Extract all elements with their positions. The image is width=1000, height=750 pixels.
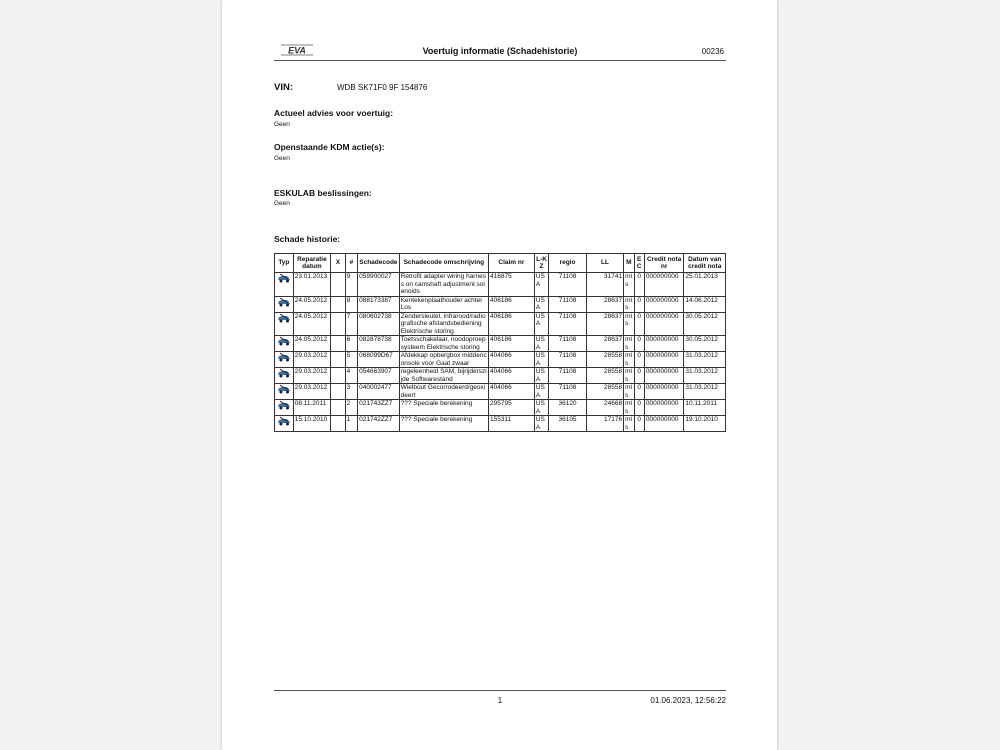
col-repair-date: Reparatie datum [293,254,330,273]
car-repair-icon [277,313,291,323]
col-regio: regio [549,254,586,273]
damage-code-cell: 021743ZZ7 [358,400,400,416]
col-credit-nr: Credit nota nr [644,254,683,273]
repair-date-cell: 29.03.2012 [293,368,330,384]
repair-date-cell: 23.01.2013 [293,273,330,297]
m-cell: mls [624,416,634,432]
repair-date-cell: 15.10.2010 [293,416,330,432]
kdm-value: Geen [274,155,290,162]
car-repair-icon [277,400,291,410]
regio-cell: 36120 [549,400,586,416]
damage-description-cell: Wielbout Gecorrodeerd/geoxideert [399,384,488,400]
repair-date-cell: 29.03.2012 [293,384,330,400]
regio-cell: 71108 [549,368,586,384]
col-damage-code: Schadecode [358,254,400,273]
damage-description-cell: Kentekenplaathouder achter Los [399,296,488,312]
number-cell: 2 [345,400,357,416]
damage-description-cell: ??? Speciale berekening [399,400,488,416]
col-credit-date: Datum van credit nota [684,254,726,273]
type-cell [275,384,294,400]
history-title: Schade historie: [274,234,341,244]
regio-cell: 71108 [549,336,586,352]
number-cell: 8 [345,296,357,312]
vin-label: VIN: [274,82,293,93]
regio-cell: 71108 [549,384,586,400]
ec-cell: 0 [634,273,644,297]
type-cell [275,400,294,416]
lkz-cell: USA [534,368,549,384]
ll-cell: 17176 [586,416,623,432]
col-claim-nr: Claim nr [489,254,535,273]
number-cell: 5 [345,352,357,368]
damage-description-cell: ??? Speciale berekening [399,416,488,432]
ec-cell: 0 [634,336,644,352]
x-cell [331,273,346,297]
damage-description-cell: Afdekkap opbergbox middenconsole voor Gaat zwaar [400,352,487,367]
number-cell: 1 [345,416,357,432]
lkz-cell: USA [534,273,549,297]
advice-title: Actueel advies voor voertuig: [274,108,394,118]
claim-nr-cell: 406186 [489,336,535,352]
table-row [275,336,726,352]
damage-code-cell: 021742ZZ7 [358,416,400,432]
table-row [275,416,726,432]
credit-nr-cell: 000000000 [644,400,683,416]
credit-date-cell: 10.11.2011 [684,400,726,416]
lkz-cell: USA [534,296,549,312]
credit-nr-cell: 000000000 [644,352,683,368]
x-cell [331,416,346,432]
claim-nr-cell: 406186 [489,312,535,336]
damage-code-cell: 082878738 [358,336,400,352]
car-repair-icon [277,368,291,378]
credit-nr-cell: 000000000 [644,296,683,312]
lkz-cell: USA [534,416,549,432]
regio-cell: 71108 [549,296,586,312]
claim-nr-cell: 404066 [489,352,535,368]
claim-nr-cell: 406186 [489,296,535,312]
col-damage-description: Schadecode omschrijving [399,254,488,273]
ll-cell: 31741 [586,273,623,297]
number-cell: 6 [345,336,357,352]
m-cell: mls [624,312,634,336]
col-m: M [624,254,634,273]
page-title: Voertuig informatie (Schadehistorie) [422,46,578,56]
credit-date-cell: 31.03.2012 [684,368,726,384]
regio-cell: 71108 [549,352,586,368]
credit-date-cell: 31.03.2012 [684,352,726,368]
lkz-cell: USA [534,336,549,352]
ll-cell: 28558 [586,352,623,368]
type-cell [275,368,294,384]
credit-date-cell: 30.05.2012 [684,336,726,352]
damage-code-cell: 054663907 [358,368,400,384]
number-cell: 3 [345,384,357,400]
ll-cell: 28558 [586,368,623,384]
credit-date-cell: 31.03.2012 [684,384,726,400]
table-header-row [275,254,726,273]
claim-nr-cell: 404066 [489,368,535,384]
ll-cell: 28637 [586,336,623,352]
col-typ: Typ [275,254,294,273]
table-row [275,384,726,400]
kdm-title: Openstaande KDM actie(s): [274,142,385,152]
advice-value: Geen [274,121,290,128]
lkz-cell: USA [534,352,549,368]
m-cell: mls [624,368,634,384]
print-datetime: 01.06.2023, 12:56:22 [650,696,726,705]
damage-code-cell: 080602738 [358,312,400,336]
x-cell [331,312,346,336]
credit-date-cell: 30.05.2012 [684,312,726,336]
ec-cell: 0 [634,296,644,312]
type-cell [275,312,294,336]
svg-text:EVA: EVA [288,45,306,56]
ec-cell: 0 [634,400,644,416]
damage-code-cell: 059900027 [358,273,400,297]
car-repair-icon [277,273,291,283]
ec-cell: 0 [634,384,644,400]
damage-code-cell: 088173387 [358,296,400,312]
table-row [275,296,726,312]
regio-cell: 71108 [549,273,586,297]
type-cell [275,352,294,368]
credit-date-cell: 19.10.2010 [684,416,726,432]
repair-date-cell: 24.05.2012 [293,312,330,336]
lkz-cell: USA [534,384,549,400]
col-x: X [331,254,346,273]
col-ll: LL [586,254,623,273]
repair-date-cell: 24.05.2012 [293,336,330,352]
damage-code-cell: 068099D67 [358,352,400,368]
vin-value: WDB SK71F0 9F 154876 [337,83,428,92]
car-repair-icon [277,297,291,307]
ll-cell: 28558 [586,384,623,400]
page-footer [274,690,726,711]
regio-cell: 71108 [549,312,586,336]
claim-nr-cell: 404066 [489,384,535,400]
credit-date-cell: 25.01.2013 [684,273,726,297]
table-row [275,352,726,368]
damage-description-cell: Toetsschakelaar, noodoproepsysteem Elektrische storing [399,336,488,352]
page-number: 1 [497,696,503,705]
car-repair-icon [277,336,291,346]
m-cell: mls [624,400,634,416]
m-cell: mls [624,296,634,312]
x-cell [331,384,346,400]
type-cell [275,336,294,352]
x-cell [331,336,346,352]
credit-date-cell: 14.06.2012 [684,296,726,312]
type-cell [275,416,294,432]
document-page [222,0,777,750]
ll-cell: 28637 [586,296,623,312]
regio-cell: 36105 [549,416,586,432]
repair-date-cell: 29.03.2012 [293,352,330,368]
damage-description-cell: regeleenheid SAM, bijrijderszijde Softwarestand [400,368,487,383]
col-lkz: L-KZ [534,254,549,273]
table-row [275,312,726,336]
x-cell [331,368,346,384]
number-cell: 4 [345,368,357,384]
col-ec: E C [634,254,644,273]
ec-cell: 0 [634,312,644,336]
claim-nr-cell: 295795 [489,400,535,416]
ll-cell: 24668 [586,400,623,416]
repair-date-cell: 24.05.2012 [293,296,330,312]
damage-history-table [274,253,726,432]
claim-nr-cell: 416875 [489,273,535,297]
credit-nr-cell: 000000000 [644,273,683,297]
repair-date-cell: 08.11.2011 [293,400,330,416]
eskulab-value: Geen [274,200,290,207]
claim-nr-cell: 155311 [489,416,535,432]
ll-cell: 28637 [586,312,623,336]
ec-cell: 0 [634,416,644,432]
lkz-cell: USA [534,312,549,336]
damage-description-cell: Zendersleutel, infrarood/radiografische afstandsbediening Elektrische storing [399,312,488,336]
number-cell: 7 [345,312,357,336]
m-cell: mls [624,273,634,297]
credit-nr-cell: 000000000 [644,384,683,400]
eskulab-title: ESKULAB beslissingen: [274,188,372,198]
x-cell [331,400,346,416]
table-row [275,368,726,384]
type-cell [275,296,294,312]
table-row [275,273,726,297]
m-cell: mls [624,384,634,400]
x-cell [331,296,346,312]
m-cell: mls [624,336,634,352]
ec-cell: 0 [634,352,644,368]
credit-nr-cell: 000000000 [644,312,683,336]
credit-nr-cell: 000000000 [644,336,683,352]
x-cell [331,352,346,368]
car-repair-icon [277,416,291,426]
damage-code-cell: 040002477 [358,384,400,400]
car-repair-icon [277,352,291,362]
credit-nr-cell: 000000000 [644,416,683,432]
m-cell: mls [624,352,634,368]
credit-nr-cell: 000000000 [644,368,683,384]
document-number: 00236 [701,47,724,56]
lkz-cell: USA [534,400,549,416]
type-cell [275,273,294,297]
table-row [275,400,726,416]
ec-cell: 0 [634,368,644,384]
page-header [274,40,726,61]
damage-description-cell: Retrofit adapter wiring harness on camshaft adjustment solenoids [399,273,488,297]
col-number: # [345,254,357,273]
number-cell: 9 [345,273,357,297]
car-repair-icon [277,384,291,394]
